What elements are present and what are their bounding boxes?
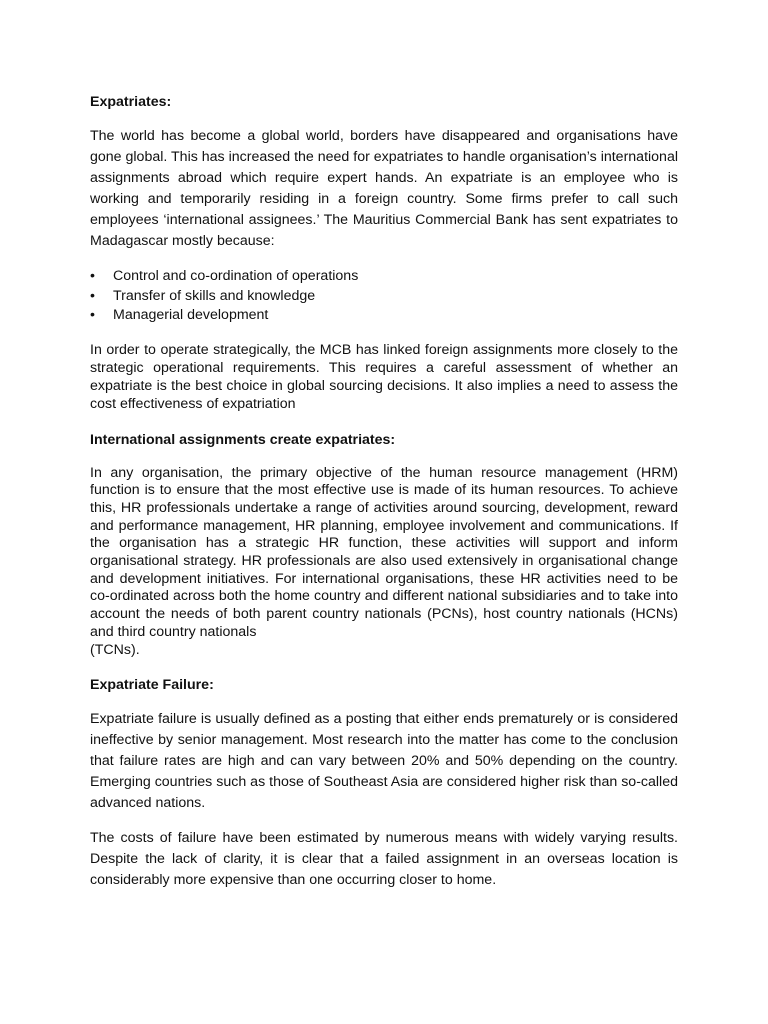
paragraph-expatriates-intro: The world has become a global world, borders have disappeared and organisations have gone global. This has increased the need for expatriates to handle organisation’s international assignments abroad which require expert hands. An expatriate is an employee who is working and temporarily residing in a foreign country. Some firms prefer to call such employees ‘international assignees.’ The Mauritius Commercial Bank has sent expatriates to Madagascar mostly because: bbox=[90, 128, 678, 249]
paragraph-hrm: In any organisation, the primary objective of the human resource management (HRM) function is to ensure that the most effective use is made of its human resources. To achieve this, HR professionals undertake a range of activities around sourcing, development, reward and performance management, HR planning, employee involvement and communications. If the organisation has a strategic HR function, these activities will support and inform organisational strategy. HR professionals are also used extensively in organisational change and development initiatives. For international organisations, these HR activities need to be co-ordinated across both the home country and different national subsidiaries and to take into account the needs of both parent country nationals (PCNs), host country nationals (HCNs) and third country nationals (TCNs). bbox=[90, 464, 678, 658]
reasons-list bbox=[90, 267, 678, 326]
paragraph-failure-definition: Expatriate failure is usually defined as a posting that either ends prematurely or is considered ineffective by senior management. Most research into the matter has come to the conclusion that failure rates are high and can vary between 20% and 50% depending on the country. Emerging countries such as those of Southeast Asia are considered higher risk than so-called advanced nations. bbox=[90, 711, 678, 812]
heading-expatriate-failure: Expatriate Failure: bbox=[90, 677, 214, 694]
paragraph-failure-costs: The costs of failure have been estimated by numerous means with widely varying results. Despite the lack of clarity, it is clear that a failed assignment in an overseas location is considerably more expensive than one occurring closer to home. bbox=[90, 830, 678, 889]
list-item: • Control and co-ordination of operations bbox=[90, 267, 678, 287]
paragraph-strategy: In order to operate strategically, the MCB has linked foreign assignments more closely to the strategic operational requirements. This requires a careful assessment of whether an expatriate is the best choice in global sourcing decisions. It also implies a need to assess the cost effectiveness of expatriation bbox=[90, 341, 678, 412]
document-body bbox=[90, 92, 678, 891]
heading-expatriates: Expatriates: bbox=[90, 94, 172, 110]
heading-international-assignments: International assignments create expatriates: bbox=[90, 431, 396, 448]
list-item: • Managerial development bbox=[90, 306, 678, 326]
list-item: • Transfer of skills and knowledge bbox=[90, 287, 678, 307]
